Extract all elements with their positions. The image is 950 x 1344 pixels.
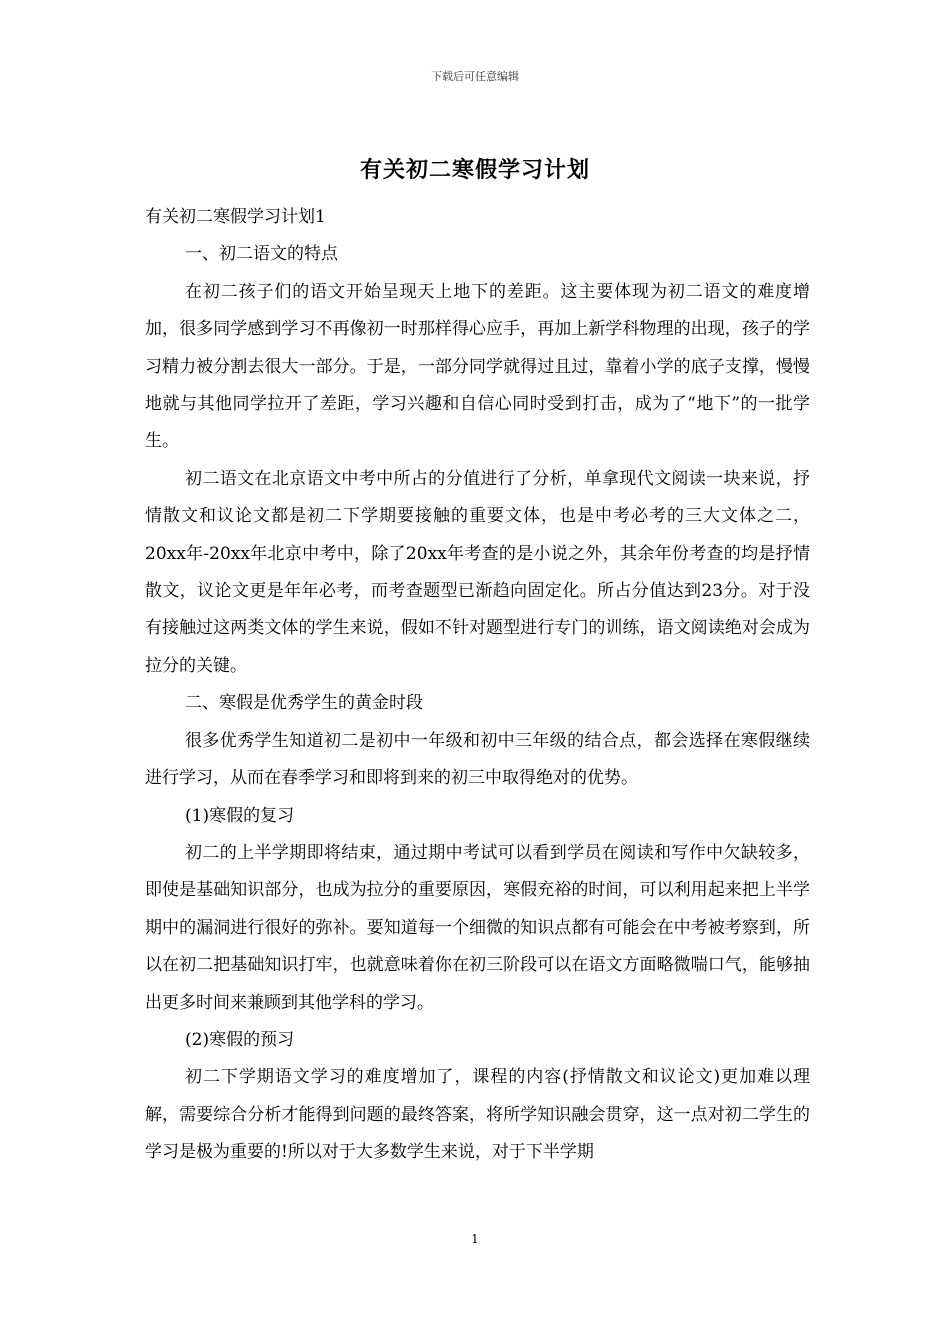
section-heading: 一、初二语文的特点	[185, 244, 338, 265]
subsection-heading: (2)寒假的预习	[185, 1029, 295, 1050]
body-paragraph: 在初二孩子们的语文开始呈现天上地下的差距。这主要体现为初二语文的难度增加，很多同学感到学习不再像初一时那样得心应手，再加上新学科物理的出现，孩子的学习精力被分割去很大一部分。于是，一部分同学就得过且过，靠着小学的底子支撑，慢慢地就与其他同学拉开了差距，学习兴趣和自信心同时受到打击，成为了“地下”的一批学生。	[145, 281, 810, 452]
section-heading: 二、寒假是优秀学生的黄金时段	[185, 693, 423, 714]
document-title: 有关初二寒假学习计划	[359, 157, 590, 183]
body-paragraph: 很多优秀学生知道初二是初中一年级和初中三年级的结合点，都会选择在寒假继续进行学习，从而在春季学习和即将到来的初三中取得绝对的优势。	[145, 730, 810, 789]
document-body	[145, 199, 810, 1172]
page-number: 1	[471, 1232, 479, 1246]
body-paragraph: 初二的上半学期即将结束，通过期中考试可以看到学员在阅读和写作中欠缺较多，即使是基础知识部分，也成为拉分的重要原因，寒假充裕的时间，可以利用起来把上半学期中的漏洞进行很好的弥补。要知道每一个细微的知识点都有可能会在中考被考察到，所以在初二把基础知识打牢，也就意味着你在初三阶段可以在语文方面略微喘口气，能够抽出更多时间来兼顾到其他学科的学习。	[145, 842, 810, 1013]
body-paragraph: 初二下学期语文学习的难度增加了，课程的内容(抒情散文和议论文)更加难以理解，需要综合分析才能得到问题的最终答案，将所学知识融会贯穿，这一点对初二学生的学习是极为重要的!所以对于大多数学生来说，对于下半学期	[145, 1067, 810, 1163]
section-subtitle: 有关初二寒假学习计划1	[145, 207, 326, 227]
header-note: 下载后可任意编辑	[431, 70, 519, 83]
subsection-heading: (1)寒假的复习	[185, 805, 295, 826]
body-paragraph: 初二语文在北京语文中考中所占的分值进行了分析，单拿现代文阅读一块来说，抒情散文和议论文都是初二下学期要接触的重要文体，也是中考必考的三大文体之二，20xx年-20xx年北京中考中，除了20xx年考查的是小说之外，其余年份考查的均是抒情散文，议论文更是年年必考，而考查题型已渐趋向固定化。所占分值达到23分。对于没有接触过这两类文体的学生来说，假如不针对题型进行专门的训练，语文阅读绝对会成为拉分的关键。	[145, 468, 810, 676]
